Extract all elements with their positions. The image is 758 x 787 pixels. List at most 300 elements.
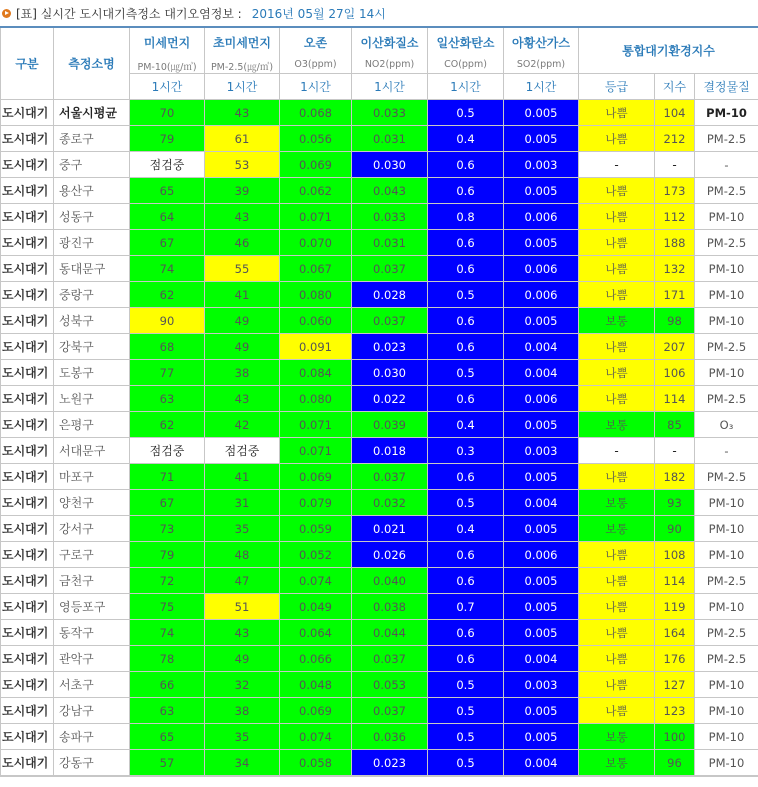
no2-cell: 0.031	[352, 126, 428, 152]
arrow-bullet-icon	[2, 9, 11, 18]
column-subheader: 등급	[579, 74, 655, 100]
table-row	[1, 750, 758, 777]
so2-cell: 0.005	[504, 464, 579, 490]
cai-grade-cell: 나쁨	[579, 360, 655, 386]
co-cell: 0.6	[428, 542, 504, 568]
so2-cell: 0.006	[504, 204, 579, 230]
table-row	[1, 256, 758, 282]
station-cell: 종로구	[54, 126, 130, 152]
determining-pollutant-cell: -	[695, 438, 758, 464]
column-subheader: 1시간	[504, 74, 579, 100]
pm25-cell: 38	[205, 360, 280, 386]
table-row	[1, 594, 758, 620]
ozone-cell: 0.059	[280, 516, 352, 542]
co-cell: 0.6	[428, 334, 504, 360]
table-row	[1, 620, 758, 646]
cai-index-cell: 164	[655, 620, 695, 646]
no2-cell: 0.033	[352, 100, 428, 126]
table-row	[1, 386, 758, 412]
cai-grade-cell: 보통	[579, 724, 655, 750]
pm25-cell: 43	[205, 204, 280, 230]
so2-cell: 0.005	[504, 568, 579, 594]
determining-pollutant-cell: PM-10	[695, 490, 758, 516]
pm25-cell: 48	[205, 542, 280, 568]
co-cell: 0.5	[428, 282, 504, 308]
region-cell: 도시대기	[1, 568, 54, 594]
so2-cell: 0.003	[504, 438, 579, 464]
determining-pollutant-cell: PM-10	[695, 542, 758, 568]
cai-index-cell: 100	[655, 724, 695, 750]
co-cell: 0.4	[428, 412, 504, 438]
pm25-cell: 35	[205, 516, 280, 542]
cai-grade-cell: 나쁨	[579, 100, 655, 126]
station-cell: 강동구	[54, 750, 130, 777]
ozone-cell: 0.070	[280, 230, 352, 256]
so2-cell: 0.004	[504, 490, 579, 516]
so2-cell: 0.006	[504, 282, 579, 308]
no2-cell: 0.022	[352, 386, 428, 412]
column-header-so2	[504, 27, 579, 74]
station-cell: 금천구	[54, 568, 130, 594]
so2-cell: 0.005	[504, 698, 579, 724]
determining-pollutant-cell: PM-10	[695, 516, 758, 542]
region-cell: 도시대기	[1, 360, 54, 386]
station-cell: 동대문구	[54, 256, 130, 282]
pm25-cell: 49	[205, 646, 280, 672]
station-cell: 광진구	[54, 230, 130, 256]
pm10-cell: 57	[130, 750, 205, 777]
station-cell: 서초구	[54, 672, 130, 698]
column-header-label: 초미세먼지	[213, 36, 271, 50]
ozone-cell: 0.058	[280, 750, 352, 777]
pm25-cell: 49	[205, 334, 280, 360]
co-cell: 0.5	[428, 672, 504, 698]
so2-cell: 0.005	[504, 724, 579, 750]
cai-grade-cell: 나쁨	[579, 646, 655, 672]
determining-pollutant-cell: PM-10	[695, 256, 758, 282]
ozone-cell: 0.079	[280, 490, 352, 516]
table-row	[1, 100, 758, 126]
ozone-cell: 0.056	[280, 126, 352, 152]
table-body	[1, 100, 758, 777]
pm25-cell: 35	[205, 724, 280, 750]
ozone-cell: 0.060	[280, 308, 352, 334]
pm25-cell: 55	[205, 256, 280, 282]
co-cell: 0.6	[428, 646, 504, 672]
so2-cell: 0.004	[504, 750, 579, 777]
so2-cell: 0.006	[504, 542, 579, 568]
so2-cell: 0.005	[504, 620, 579, 646]
station-cell: 용산구	[54, 178, 130, 204]
region-cell: 도시대기	[1, 308, 54, 334]
determining-pollutant-cell: PM-2.5	[695, 568, 758, 594]
pm25-cell: 38	[205, 698, 280, 724]
ozone-cell: 0.071	[280, 412, 352, 438]
column-header-label: 구분	[15, 57, 39, 71]
ozone-cell: 0.069	[280, 464, 352, 490]
region-cell: 도시대기	[1, 178, 54, 204]
pm10-cell: 65	[130, 724, 205, 750]
cai-index-cell: 188	[655, 230, 695, 256]
table-row	[1, 230, 758, 256]
region-cell: 도시대기	[1, 698, 54, 724]
no2-cell: 0.040	[352, 568, 428, 594]
ozone-cell: 0.071	[280, 204, 352, 230]
pm25-cell: 49	[205, 308, 280, 334]
no2-cell: 0.030	[352, 152, 428, 178]
region-cell: 도시대기	[1, 438, 54, 464]
ozone-cell: 0.091	[280, 334, 352, 360]
station-cell: 송파구	[54, 724, 130, 750]
pm25-cell: 51	[205, 594, 280, 620]
cai-grade-cell: 나쁨	[579, 620, 655, 646]
cai-index-cell: -	[655, 152, 695, 178]
so2-cell: 0.005	[504, 594, 579, 620]
co-cell: 0.5	[428, 724, 504, 750]
pm10-cell: 62	[130, 282, 205, 308]
co-cell: 0.6	[428, 568, 504, 594]
column-header-pm10	[130, 27, 205, 74]
ozone-cell: 0.069	[280, 152, 352, 178]
ozone-cell: 0.067	[280, 256, 352, 282]
cai-index-cell: 93	[655, 490, 695, 516]
column-header-station	[54, 27, 130, 100]
table-row	[1, 204, 758, 230]
pm10-cell: 점검중	[130, 152, 205, 178]
column-header-label: 통합대기환경지수	[622, 44, 715, 58]
station-cell: 관악구	[54, 646, 130, 672]
station-cell: 서대문구	[54, 438, 130, 464]
cai-index-cell: 182	[655, 464, 695, 490]
column-subheader: 지수	[655, 74, 695, 100]
pm25-cell: 39	[205, 178, 280, 204]
station-cell: 은평구	[54, 412, 130, 438]
determining-pollutant-cell: O₃	[695, 412, 758, 438]
column-subheader: 1시간	[428, 74, 504, 100]
so2-cell: 0.005	[504, 230, 579, 256]
column-header-label: 미세먼지	[143, 36, 191, 50]
ozone-cell: 0.071	[280, 438, 352, 464]
ozone-cell: 0.062	[280, 178, 352, 204]
cai-grade-cell: 보통	[579, 490, 655, 516]
cai-index-cell: 104	[655, 100, 695, 126]
determining-pollutant-cell: PM-2.5	[695, 334, 758, 360]
determining-pollutant-cell: PM-2.5	[695, 646, 758, 672]
co-cell: 0.6	[428, 464, 504, 490]
table-row	[1, 282, 758, 308]
determining-pollutant-cell: PM-10	[695, 724, 758, 750]
co-cell: 0.3	[428, 438, 504, 464]
pm10-cell: 66	[130, 672, 205, 698]
column-header-co	[428, 27, 504, 74]
no2-cell: 0.030	[352, 360, 428, 386]
determining-pollutant-cell: -	[695, 152, 758, 178]
table-caption	[0, 0, 758, 26]
column-header-label: 오존	[303, 36, 328, 50]
cai-index-cell: 96	[655, 750, 695, 777]
pm25-cell: 41	[205, 282, 280, 308]
region-cell: 도시대기	[1, 594, 54, 620]
cai-index-cell: 207	[655, 334, 695, 360]
cai-grade-cell: 나쁨	[579, 126, 655, 152]
table-row	[1, 360, 758, 386]
region-cell: 도시대기	[1, 230, 54, 256]
pm25-cell: 34	[205, 750, 280, 777]
pm25-cell: 61	[205, 126, 280, 152]
station-cell: 중랑구	[54, 282, 130, 308]
no2-cell: 0.037	[352, 308, 428, 334]
station-cell: 노원구	[54, 386, 130, 412]
table-row	[1, 646, 758, 672]
pm10-cell: 63	[130, 698, 205, 724]
so2-cell: 0.004	[504, 360, 579, 386]
cai-index-cell: 106	[655, 360, 695, 386]
co-cell: 0.6	[428, 256, 504, 282]
so2-cell: 0.005	[504, 412, 579, 438]
region-cell: 도시대기	[1, 204, 54, 230]
pm25-cell: 41	[205, 464, 280, 490]
pm10-cell: 65	[130, 178, 205, 204]
so2-cell: 0.005	[504, 126, 579, 152]
determining-pollutant-cell: PM-2.5	[695, 126, 758, 152]
cai-grade-cell: 나쁨	[579, 594, 655, 620]
cai-grade-cell: 나쁨	[579, 464, 655, 490]
column-unit: O3(ppm)	[294, 59, 337, 70]
station-cell: 강남구	[54, 698, 130, 724]
table-row	[1, 464, 758, 490]
no2-cell: 0.026	[352, 542, 428, 568]
so2-cell: 0.005	[504, 178, 579, 204]
cai-index-cell: 112	[655, 204, 695, 230]
no2-cell: 0.037	[352, 464, 428, 490]
no2-cell: 0.043	[352, 178, 428, 204]
determining-pollutant-cell: PM-2.5	[695, 620, 758, 646]
so2-cell: 0.005	[504, 308, 579, 334]
table-row	[1, 698, 758, 724]
table-row	[1, 568, 758, 594]
pm10-cell: 67	[130, 230, 205, 256]
pm25-cell: 43	[205, 100, 280, 126]
cai-index-cell: -	[655, 438, 695, 464]
co-cell: 0.4	[428, 516, 504, 542]
co-cell: 0.4	[428, 126, 504, 152]
table-row	[1, 672, 758, 698]
determining-pollutant-cell: PM-2.5	[695, 178, 758, 204]
pm10-cell: 73	[130, 516, 205, 542]
pm10-cell: 77	[130, 360, 205, 386]
so2-cell: 0.003	[504, 672, 579, 698]
ozone-cell: 0.080	[280, 386, 352, 412]
co-cell: 0.6	[428, 152, 504, 178]
determining-pollutant-cell: PM-10	[695, 100, 758, 126]
no2-cell: 0.037	[352, 698, 428, 724]
cai-grade-cell: 나쁨	[579, 672, 655, 698]
cai-grade-cell: 보통	[579, 308, 655, 334]
pm10-cell: 90	[130, 308, 205, 334]
column-unit: CO(ppm)	[444, 59, 487, 70]
pm10-cell: 63	[130, 386, 205, 412]
pm10-cell: 74	[130, 620, 205, 646]
region-cell: 도시대기	[1, 464, 54, 490]
region-cell: 도시대기	[1, 126, 54, 152]
region-cell: 도시대기	[1, 620, 54, 646]
determining-pollutant-cell: PM-10	[695, 672, 758, 698]
co-cell: 0.6	[428, 230, 504, 256]
pm10-cell: 70	[130, 100, 205, 126]
pm10-cell: 74	[130, 256, 205, 282]
column-header-label: 아황산가스	[512, 36, 570, 50]
ozone-cell: 0.069	[280, 698, 352, 724]
pm25-cell: 31	[205, 490, 280, 516]
cai-grade-cell: 나쁨	[579, 568, 655, 594]
ozone-cell: 0.064	[280, 620, 352, 646]
table-row	[1, 516, 758, 542]
region-cell: 도시대기	[1, 516, 54, 542]
pm25-cell: 점검중	[205, 438, 280, 464]
co-cell: 0.5	[428, 360, 504, 386]
pm25-cell: 46	[205, 230, 280, 256]
pm10-cell: 78	[130, 646, 205, 672]
cai-index-cell: 127	[655, 672, 695, 698]
column-header-pm25	[205, 27, 280, 74]
column-subheader: 1시간	[352, 74, 428, 100]
cai-grade-cell: 나쁨	[579, 204, 655, 230]
table-row	[1, 490, 758, 516]
co-cell: 0.5	[428, 698, 504, 724]
region-cell: 도시대기	[1, 386, 54, 412]
table-row	[1, 412, 758, 438]
determining-pollutant-cell: PM-10	[695, 360, 758, 386]
so2-cell: 0.004	[504, 646, 579, 672]
ozone-cell: 0.066	[280, 646, 352, 672]
cai-grade-cell: -	[579, 438, 655, 464]
cai-index-cell: 176	[655, 646, 695, 672]
region-cell: 도시대기	[1, 282, 54, 308]
cai-index-cell: 173	[655, 178, 695, 204]
determining-pollutant-cell: PM-2.5	[695, 230, 758, 256]
station-cell: 마포구	[54, 464, 130, 490]
co-cell: 0.7	[428, 594, 504, 620]
co-cell: 0.8	[428, 204, 504, 230]
so2-cell: 0.006	[504, 256, 579, 282]
cai-grade-cell: 나쁨	[579, 698, 655, 724]
column-subheader: 1시간	[280, 74, 352, 100]
region-cell: 도시대기	[1, 490, 54, 516]
station-cell: 중구	[54, 152, 130, 178]
ozone-cell: 0.049	[280, 594, 352, 620]
co-cell: 0.5	[428, 750, 504, 777]
no2-cell: 0.023	[352, 750, 428, 777]
region-cell: 도시대기	[1, 412, 54, 438]
region-cell: 도시대기	[1, 724, 54, 750]
no2-cell: 0.037	[352, 256, 428, 282]
region-cell: 도시대기	[1, 100, 54, 126]
region-cell: 도시대기	[1, 672, 54, 698]
region-cell: 도시대기	[1, 334, 54, 360]
cai-index-cell: 114	[655, 568, 695, 594]
cai-index-cell: 114	[655, 386, 695, 412]
pm10-cell: 68	[130, 334, 205, 360]
determining-pollutant-cell: PM-10	[695, 698, 758, 724]
table-row	[1, 438, 758, 464]
column-header-gubun	[1, 27, 54, 100]
column-header-no2	[352, 27, 428, 74]
ozone-cell: 0.080	[280, 282, 352, 308]
station-cell: 양천구	[54, 490, 130, 516]
pm25-cell: 32	[205, 672, 280, 698]
pm10-cell: 79	[130, 542, 205, 568]
co-cell: 0.6	[428, 620, 504, 646]
ozone-cell: 0.074	[280, 724, 352, 750]
caption-date: 2016년 05월 27일 14시	[251, 6, 386, 21]
column-header-cai	[579, 27, 758, 74]
co-cell: 0.6	[428, 386, 504, 412]
determining-pollutant-cell: PM-2.5	[695, 464, 758, 490]
table-row	[1, 152, 758, 178]
determining-pollutant-cell: PM-10	[695, 204, 758, 230]
cai-index-cell: 119	[655, 594, 695, 620]
column-header-label: 이산화질소	[360, 36, 419, 50]
pm10-cell: 62	[130, 412, 205, 438]
determining-pollutant-cell: PM-10	[695, 594, 758, 620]
so2-cell: 0.006	[504, 386, 579, 412]
cai-grade-cell: 나쁨	[579, 542, 655, 568]
no2-cell: 0.036	[352, 724, 428, 750]
station-cell: 동작구	[54, 620, 130, 646]
station-cell: 도봉구	[54, 360, 130, 386]
column-header-o3	[280, 27, 352, 74]
cai-index-cell: 171	[655, 282, 695, 308]
cai-index-cell: 108	[655, 542, 695, 568]
table-row	[1, 542, 758, 568]
region-cell: 도시대기	[1, 750, 54, 777]
table-row	[1, 724, 758, 750]
cai-index-cell: 90	[655, 516, 695, 542]
determining-pollutant-cell: PM-10	[695, 750, 758, 777]
no2-cell: 0.044	[352, 620, 428, 646]
cai-index-cell: 123	[655, 698, 695, 724]
no2-cell: 0.021	[352, 516, 428, 542]
so2-cell: 0.003	[504, 152, 579, 178]
cai-grade-cell: 나쁨	[579, 230, 655, 256]
column-unit: PM-10(㎍/㎥)	[137, 62, 197, 73]
cai-index-cell: 132	[655, 256, 695, 282]
pm10-cell: 79	[130, 126, 205, 152]
station-cell: 성동구	[54, 204, 130, 230]
column-unit: SO2(ppm)	[516, 59, 566, 70]
pm25-cell: 53	[205, 152, 280, 178]
pm10-cell: 72	[130, 568, 205, 594]
table-row	[1, 334, 758, 360]
table-row	[1, 126, 758, 152]
pm10-cell: 75	[130, 594, 205, 620]
no2-cell: 0.037	[352, 646, 428, 672]
caption-label: [표] 실시간 도시대기측정소 대기오염정보 :	[16, 6, 242, 21]
cai-grade-cell: 나쁨	[579, 178, 655, 204]
cai-grade-cell: 보통	[579, 516, 655, 542]
pm10-cell: 점검중	[130, 438, 205, 464]
air-quality-table	[0, 26, 758, 777]
ozone-cell: 0.048	[280, 672, 352, 698]
region-cell: 도시대기	[1, 646, 54, 672]
no2-cell: 0.023	[352, 334, 428, 360]
pm25-cell: 42	[205, 412, 280, 438]
co-cell: 0.5	[428, 100, 504, 126]
column-header-label: 측정소명	[68, 57, 115, 71]
determining-pollutant-cell: PM-10	[695, 308, 758, 334]
no2-cell: 0.032	[352, 490, 428, 516]
column-unit: PM-2.5(㎍/㎥)	[210, 62, 274, 73]
